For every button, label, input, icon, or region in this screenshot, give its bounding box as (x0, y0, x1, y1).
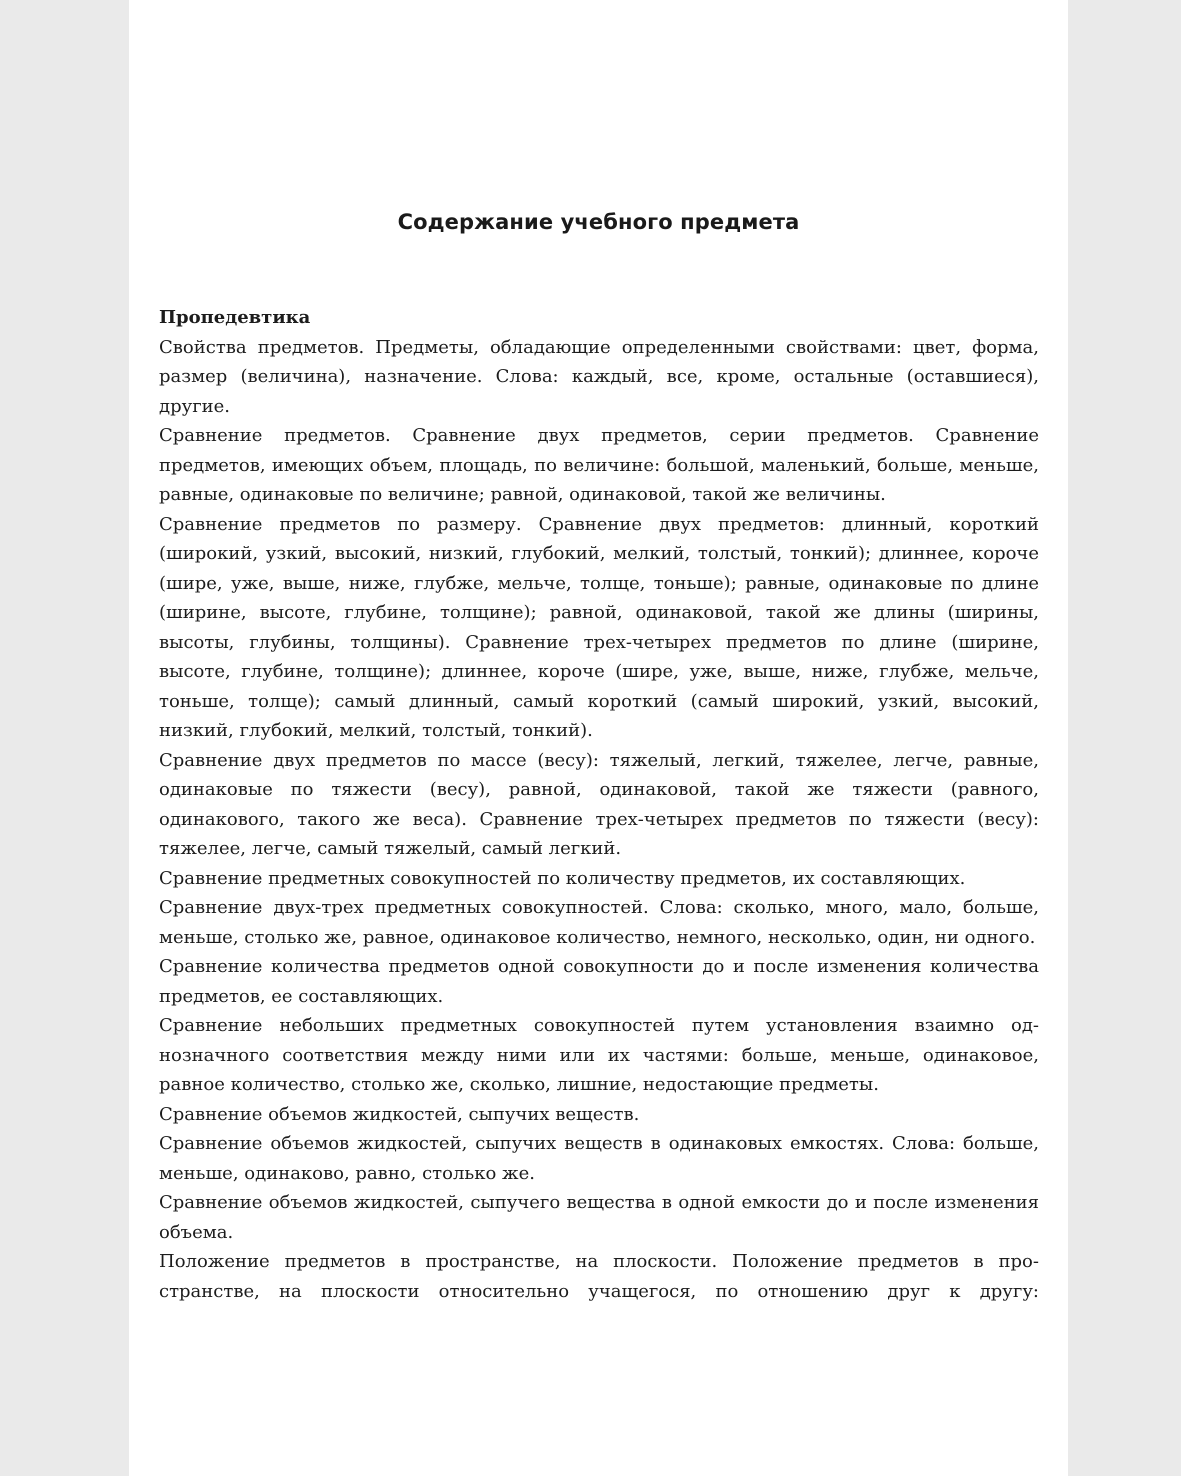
paragraph-properties: Свойства предметов. Предметы, обладающие определенными свойствами: цвет, форма, размер (величина), назначение. Слова: каждый, все, кроме, остальные (оставшиеся), другие. (159, 336, 1039, 417)
document-page (129, 0, 1068, 1476)
paragraph-volume-change: Сравнение объемов жидкостей, сыпучего вещества в одной емкости до и после изменения объема. (159, 1192, 1039, 1243)
paragraph-two-three-sets: Сравнение двух-трех предметных совокупностей. Слова: сколько, много, мало, больше, меньше, столько же, равное, одинаковое количество, немного, несколько, один, ни одного. (159, 897, 1039, 948)
document-body (159, 303, 1039, 1306)
paragraph-size-comparison: Сравнение предметов по размеру. Сравнение двух предметов: длинный, короткий (широкий, узкий, высокий, низкий, глубокий, мелкий, толстый, тонкий); длиннее, короче (шире, уже, выше, ниже, глубже, мельче, толще, тоньше); равные, одинаковые по длине (ширине, высоте, глубине, толщине); равной, одинаковой, такой же длины (ширины, высоты, глубины, толщины). Сравнение трех-четырех предметов по длине (ширине, высоте, глубине, толщине); длиннее, короче (шире, уже, выше, ниже, глубже, мельче, тоньше, толще); самый длинный, самый короткий (самый широкий, узкий, высокий, низкий, глубокий, мелкий, толстый, тонкий). (159, 513, 1039, 741)
paragraph-set-comparison: Сравнение предметных совокупностей по количеству предметов, их составляющих. (159, 867, 966, 889)
page-title: Содержание учебного предмета (397, 210, 800, 234)
section-heading: Пропедевтика (159, 307, 311, 328)
paragraph-one-to-one: Сравнение небольших предметных совокупностей путем установления взаимно однозначного соответствия между ними или их частями: больше, меньше, одинаковое, равное количество, столько же, сколько, лишние, недостающие предметы. (159, 1015, 1039, 1095)
paragraph-volumes-containers: Сравнение объемов жидкостей, сыпучих веществ в одинаковых емкостях. Слова: больше, меньше, одинаково, равно, столько же. (159, 1133, 1039, 1184)
paragraph-spatial-position: Положение предметов в пространстве, на плоскости. Положение предметов в пространстве, на плоскости относительно учащегося, по отношению друг к другу: (159, 1251, 1039, 1302)
paragraph-mass-comparison: Сравнение двух предметов по массе (весу): тяжелый, легкий, тяжелее, легче, равные, одинаковые по тяжести (весу), равной, одинаковой, такой же тяжести (равного, одинакового, такого же веса). Сравнение трех-четырех предметов по тяжести (весу): тяжелее, легче, самый тяжелый, самый легкий. (159, 749, 1039, 859)
paragraph-volumes: Сравнение объемов жидкостей, сыпучих веществ. (159, 1103, 640, 1125)
paragraph-quantity-change: Сравнение количества предметов одной совокупности до и после изменения количества предметов, ее составляющих. (159, 956, 1039, 1007)
paragraph-comparison: Сравнение предметов. Сравнение двух предметов, серии предметов. Сравнение предметов, имеющих объем, площадь, по величине: большой, маленький, больше, меньше, равные, одинаковые по величине; равной, одинаковой, такой же величины. (159, 425, 1039, 505)
